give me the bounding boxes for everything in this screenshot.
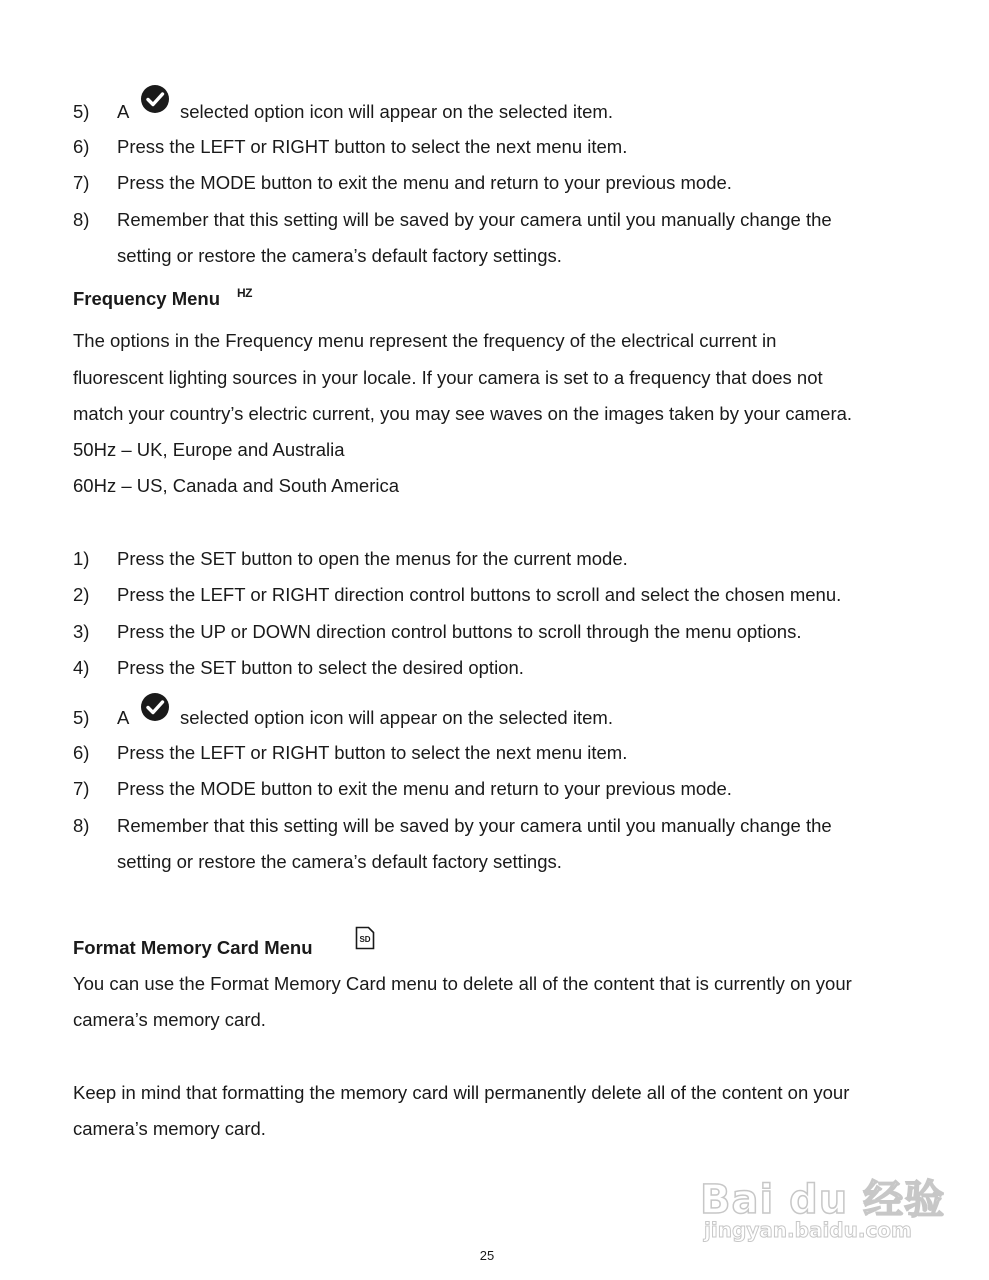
section-heading-format: Format Memory Card Menu [73, 937, 313, 958]
list-text: Press the MODE button to exit the menu and return to your previous mode. [117, 172, 732, 193]
list-text: selected option icon will appear on the selected item. [180, 707, 613, 728]
list-text: selected option icon will appear on the selected item. [180, 101, 613, 122]
section-heading-frequency: Frequency Menu [73, 288, 220, 309]
sd-icon-label: SD [359, 935, 371, 944]
sd-card-icon [355, 926, 375, 950]
paragraph-line: match your country’s electric current, you may see waves on the images taken by your camera. [73, 403, 853, 424]
list-text-prefix: A [117, 101, 130, 122]
paragraph-line: The options in the Frequency menu represent the frequency of the electrical current in [73, 330, 777, 351]
list-text: Press the LEFT or RIGHT button to select the next menu item. [117, 742, 628, 763]
baidu-watermark [700, 1140, 950, 1250]
list-number: 8) [73, 815, 90, 836]
list-text: Press the LEFT or RIGHT button to select the next menu item. [117, 136, 628, 157]
list-text-continued: setting or restore the camera’s default factory settings. [117, 851, 562, 872]
list-number: 2) [73, 584, 90, 605]
paragraph-line: fluorescent lighting sources in your locale. If your camera is set to a frequency that does not [73, 367, 823, 388]
watermark-url: jingyan.baidu.com [704, 1218, 912, 1242]
list-number: 1) [73, 548, 90, 569]
list-text-prefix: A [117, 707, 130, 728]
list-text-continued: setting or restore the camera’s default factory settings. [117, 245, 562, 266]
paragraph-line: Keep in mind that formatting the memory card will permanently delete all of the content on your [73, 1082, 850, 1103]
frequency-option-60hz: 60Hz – US, Canada and South America [73, 475, 399, 496]
frequency-option-50hz: 50Hz – UK, Europe and Australia [73, 439, 345, 460]
paragraph-line: camera’s memory card. [73, 1009, 266, 1030]
check-icon [140, 692, 170, 722]
list-number: 6) [73, 742, 90, 763]
watermark-logo: Bai du 经验 [700, 1177, 946, 1223]
list-number: 7) [73, 172, 90, 193]
paragraph-line: You can use the Format Memory Card menu to delete all of the content that is currently on your [73, 973, 852, 994]
list-text: Remember that this setting will be saved by your camera until you manually change the [117, 815, 832, 836]
list-number: 8) [73, 209, 90, 230]
hz-icon: HZ [237, 286, 252, 300]
list-text: Remember that this setting will be saved by your camera until you manually change the [117, 209, 832, 230]
list-number: 3) [73, 621, 90, 642]
list-text: Press the MODE button to exit the menu and return to your previous mode. [117, 778, 732, 799]
paragraph-line: camera’s memory card. [73, 1118, 266, 1139]
page-number: 25 [479, 1248, 495, 1263]
check-icon [140, 84, 170, 114]
list-text: Press the UP or DOWN direction control buttons to scroll through the menu options. [117, 621, 802, 642]
list-text: Press the SET button to open the menus for the current mode. [117, 548, 628, 569]
list-number: 5) [73, 707, 90, 728]
list-number: 6) [73, 136, 90, 157]
list-number: 4) [73, 657, 90, 678]
list-number: 7) [73, 778, 90, 799]
list-number: 5) [73, 101, 90, 122]
list-text: Press the LEFT or RIGHT direction control buttons to scroll and select the chosen menu. [117, 584, 842, 605]
list-text: Press the SET button to select the desired option. [117, 657, 524, 678]
